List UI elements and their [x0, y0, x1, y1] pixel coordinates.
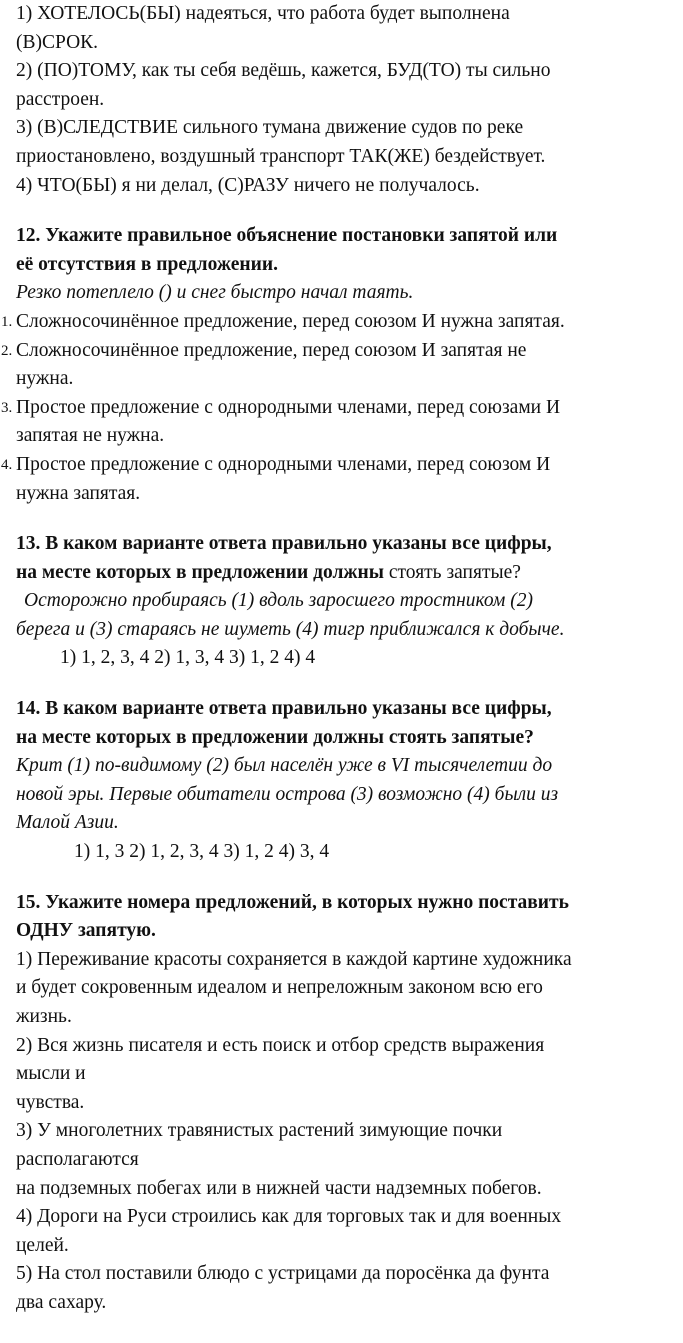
text-line: расстроен.: [16, 88, 105, 110]
text-line: 4) ЧТО(БЫ) я ни делал, (С)РАЗУ ничего не получалось.: [16, 174, 480, 196]
text-line: 1) Переживание красоты сохраняется в каждой картине художника: [16, 948, 572, 970]
spacer: [16, 508, 667, 530]
text-line: мысли и: [16, 1063, 86, 1085]
text-line: располагаются: [16, 1148, 139, 1170]
option-number: 4.: [1, 456, 13, 473]
text-line: 1) ХОТЕЛОСЬ(БЫ) надеяться, что работа будет выполнена: [16, 3, 510, 24]
option-number: 2.: [1, 342, 13, 359]
text-line: 3) (В)СЛЕДСТВИЕ сильного тумана движение судов по реке: [16, 117, 524, 139]
text-line: два сахару.: [16, 1291, 107, 1313]
example-sentence: берега и (3) стараясь не шуметь (4) тигр приближался к добыче.: [16, 618, 565, 640]
spacer: [16, 867, 667, 889]
text-line: жизнь.: [16, 1006, 72, 1027]
option-text: Сложносочинённое предложение, перед союзом И нужна запятая.: [16, 310, 565, 332]
question-15: [16, 889, 667, 1318]
example-sentence: новой эры. Первые обитатели острова (3) возможно (4) были из: [16, 783, 559, 805]
option-number: 1.: [1, 313, 13, 330]
option-text: Сложносочинённое предложение, перед союзом И запятая не: [16, 339, 527, 361]
option-text: нужна.: [16, 368, 74, 390]
question-title: ОДНУ запятую.: [16, 920, 156, 942]
question-title: [16, 559, 667, 588]
text-line: целей.: [16, 1234, 69, 1256]
text-line: 2) (ПО)ТОМУ, как ты себя ведёшь, кажется, БУД(ТО) ты сильно: [16, 60, 551, 82]
text-line: 5) На стол поставили блюдо с устрицами да поросёнка да фунта: [16, 1263, 550, 1285]
question-title: её отсутствия в предложении.: [16, 253, 278, 275]
text-line: (В)СРОК.: [16, 31, 99, 53]
option-text: Простое предложение с однородными членами, перед союзом И: [16, 453, 551, 475]
question-13: [16, 530, 667, 673]
answer-options: 1) 1, 3 2) 1, 2, 3, 4 3) 1, 2 4) 3, 4: [74, 841, 330, 863]
question-title: на месте которых в предложении должны стоять запятые?: [16, 726, 534, 748]
option-number: 3.: [1, 399, 13, 416]
example-sentence: Малой Азии.: [16, 812, 119, 834]
option-text: нужна запятая.: [16, 482, 141, 504]
text-line: на подземных побегах или в нижней части надземных побегов.: [16, 1177, 542, 1199]
question-title-regular-part: стоять запятые?: [384, 561, 521, 583]
example-sentence: Крит (1) по-видимому (2) был населён уже в VI тысячелетии до: [16, 755, 553, 777]
answer-options: 1) 1, 2, 3, 4 2) 1, 3, 4 3) 1, 2 4) 4: [60, 647, 316, 669]
question-12: [1, 222, 667, 508]
example-sentence: Резко потеплело () и снег быстро начал таять.: [16, 282, 414, 304]
option-item: [1, 451, 667, 508]
example-sentence: Осторожно пробираясь (1) вдоль заросшего тростником (2): [24, 590, 533, 612]
text-line: и будет сокровенным идеалом и непреложным законом всю его: [16, 977, 543, 999]
question-title: 14. В каком варианте ответа правильно указаны все цифры,: [16, 698, 552, 720]
option-text: Простое предложение с однородными членами, перед союзами И: [16, 396, 561, 418]
option-text: запятая не нужна.: [16, 425, 165, 447]
option-item: [1, 308, 667, 337]
text-line: 4) Дороги на Руси строились как для торговых так и для военных: [16, 1206, 562, 1228]
question-14: [16, 695, 667, 867]
question-title: 13. В каком варианте ответа правильно указаны все цифры,: [16, 533, 552, 555]
text-line: 2) Вся жизнь писателя и есть поиск и отбор средств выражения: [16, 1034, 545, 1056]
text-line: чувства.: [16, 1091, 85, 1113]
question-title: 15. Укажите номера предложений, в которых нужно поставить: [16, 891, 569, 913]
question-title: 12. Укажите правильное объяснение постановки запятой или: [16, 225, 558, 247]
spacer: [16, 200, 667, 222]
text-line: 3) У многолетних травянистых растений зимующие почки: [16, 1120, 503, 1142]
question-title-bold-part: на месте которых в предложении должны: [16, 561, 385, 583]
question-11-options: [16, 0, 667, 200]
text-line: приостановлено, воздушный транспорт ТАК(ЖЕ) бездействует.: [16, 145, 546, 167]
spacer: [16, 673, 667, 695]
option-item: [1, 394, 667, 451]
option-item: [1, 337, 667, 394]
